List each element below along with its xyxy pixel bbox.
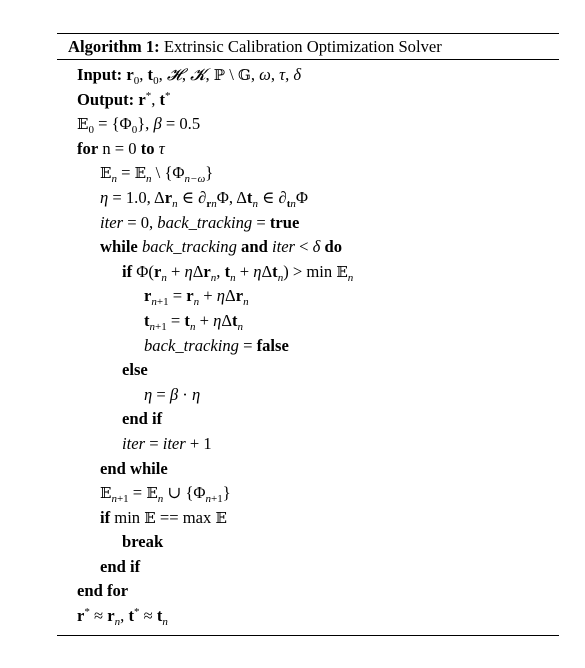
line-end-for: end for — [77, 581, 129, 601]
line-iter-init: iter = 0, back_tracking = true — [100, 212, 300, 232]
line-for: for n = 0 to τ — [77, 138, 165, 158]
algorithm-caption — [57, 34, 559, 59]
line-if-condition: if $\Phi(r_n + \eta\Delta r_n$, $t_n + \eta\Delta t_n) > \min$ 𝔼$_n$ — [122, 261, 354, 284]
line-output: Output: r*, t* — [77, 89, 171, 109]
line-else: else — [122, 360, 148, 380]
line-break: break — [122, 532, 164, 552]
line-iter-increment: iter = iter + 1 — [122, 433, 212, 453]
line-set-append: 𝔼$_{n+1}$ = 𝔼$_n$ ∪ $\{\Phi_{n+1}\}$ — [100, 483, 231, 505]
line-end-while: end while — [100, 458, 168, 478]
line-end-if-outer: end if — [100, 556, 141, 576]
bottom-rule — [57, 635, 559, 636]
line-backtrack-false: back_tracking = false — [144, 335, 289, 355]
line-r-update: $r_{n+1} = r_n + \eta\Delta r_n$ — [144, 286, 249, 309]
line-init: 𝔼$_0$ = $\{\Phi_0\}$, β = 0.5 — [77, 114, 201, 137]
line-result: $r^* \approx r_n$, $t^* \approx t_n$ — [77, 606, 168, 628]
algorithm-box — [57, 33, 559, 636]
caption-label: Algorithm 1: — [68, 37, 160, 56]
line-step-init: η = 1.0, $\Delta r_n$ ∈ $\partial_{rn}\Phi$, $\Delta t_n$ ∈ $\partial_{tn}\Phi$ — [100, 187, 309, 210]
line-t-update: $t_{n+1} = t_n + \eta\Delta t_n$ — [144, 310, 244, 333]
line-end-if-inner: end if — [122, 409, 163, 429]
line-if-converged: if min 𝔼 == max 𝔼 — [100, 507, 227, 527]
caption-title: Extrinsic Calibration Optimization Solver — [163, 37, 442, 56]
algorithm-body — [57, 60, 559, 629]
line-eta-shrink: η = β · η — [144, 384, 201, 404]
line-input: Input: $r_0$, $t_0$, 𝓗, 𝓚, ℙ \ 𝔾, ω, τ, δ — [77, 65, 302, 87]
line-set-update: 𝔼$_n$ = 𝔼$_n$ \ $\{\Phi_{n-\omega}\}$ — [100, 163, 214, 186]
line-while: while back_tracking and iter < δ do — [100, 237, 343, 257]
